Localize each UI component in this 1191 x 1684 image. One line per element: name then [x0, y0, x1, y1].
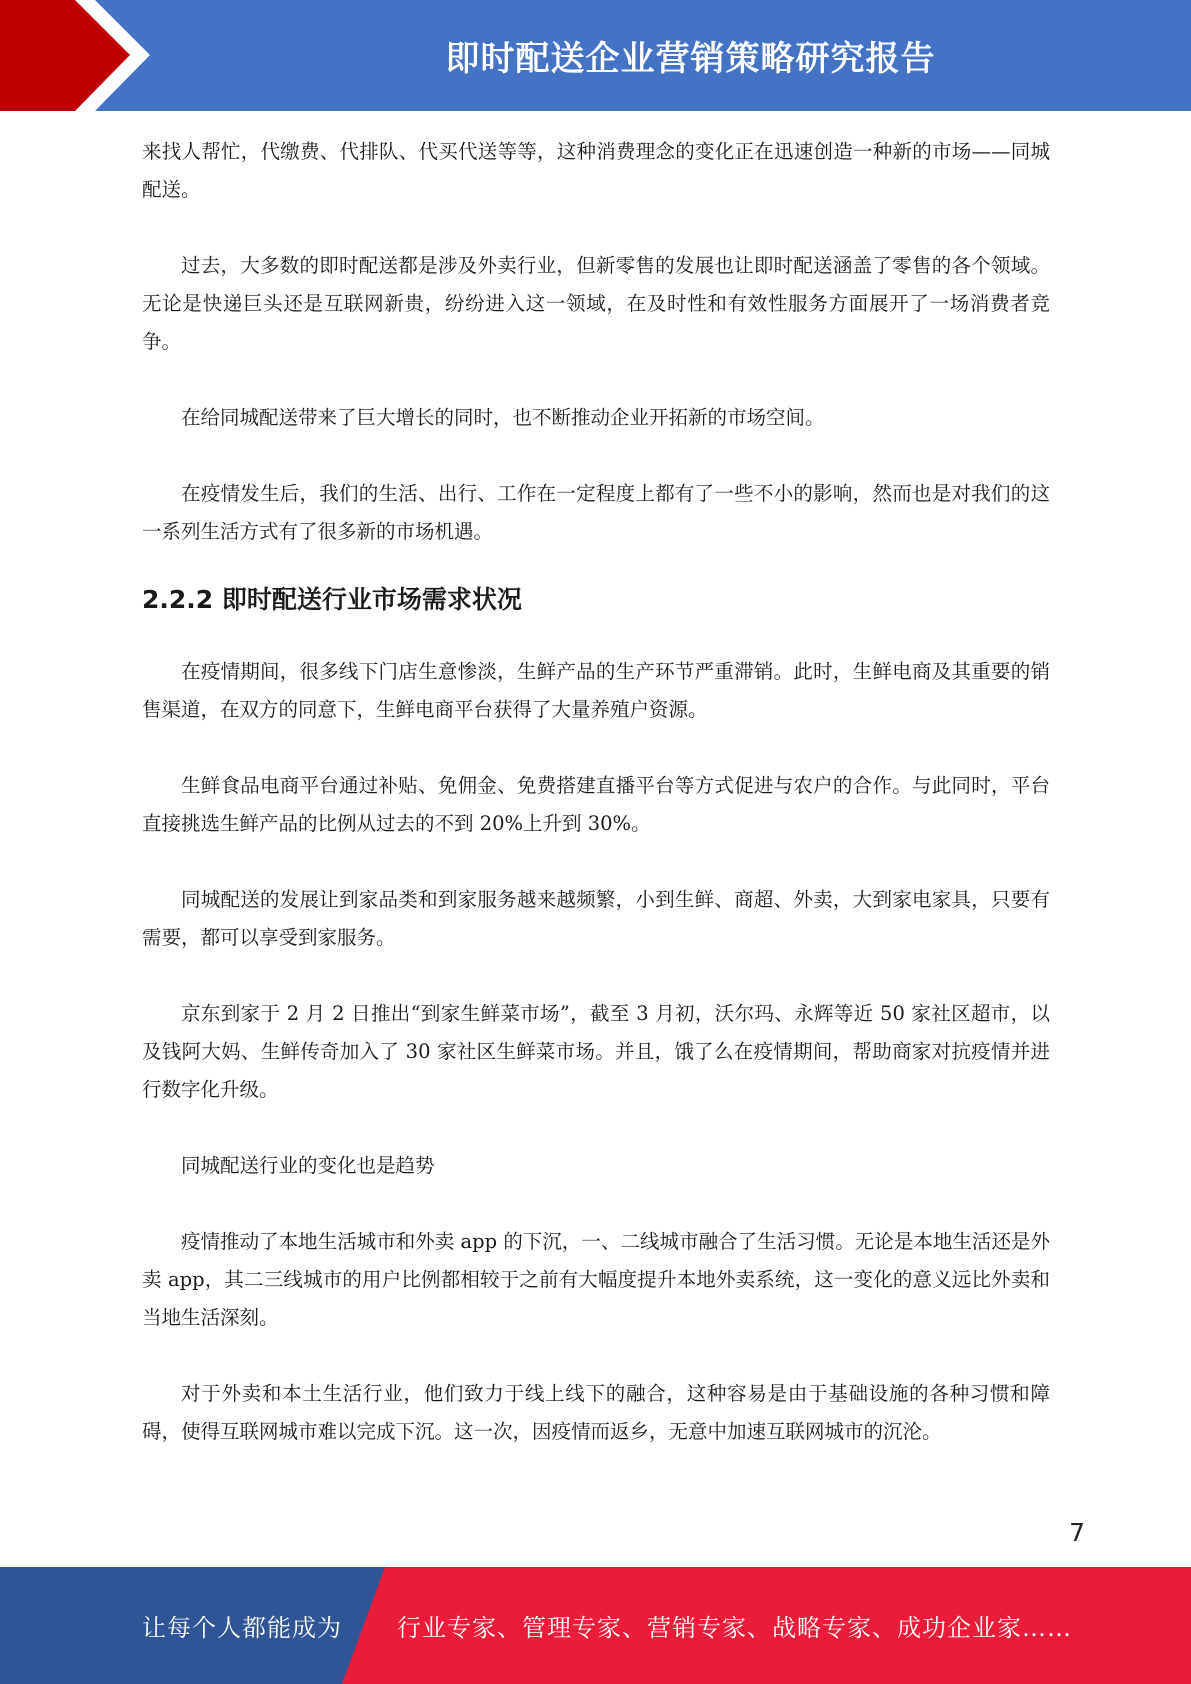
paragraph: 过去，大多数的即时配送都是涉及外卖行业，但新零售的发展也让即时配送涵盖了零售的各个领域。无论是快递巨头还是互联网新贵，纷纷进入这一领域，在及时性和有效性服务方面展开了一场消费者竞争。: [142, 254, 1050, 353]
paragraph: 同城配送的发展让到家品类和到家服务越来越频繁，小到生鲜、商超、外卖，大到家电家具，只要有需要，都可以享受到家服务。: [142, 888, 1050, 949]
paragraph: 疫情推动了本地生活城市和外卖 app 的下沉，一、二线城市融合了生活习惯。无论是本地生活还是外卖 app，其二三线城市的用户比例都相较于之前有大幅度提升本地外卖系统，这一变化的意义远比外卖和当地生活深刻。: [142, 1230, 1050, 1329]
page-header: [0, 0, 1191, 111]
paragraph: 同城配送行业的变化也是趋势: [181, 1154, 435, 1177]
page-content: [142, 133, 1050, 1451]
footer-slogan-right: 行业专家、管理专家、营销专家、战略专家、成功企业家……: [397, 1614, 1072, 1642]
page-footer: [0, 1567, 1191, 1684]
section-heading: 2.2.2 即时配送行业市场需求状况: [142, 585, 522, 614]
paragraph: 在疫情发生后，我们的生活、出行、工作在一定程度上都有了一些不小的影响，然而也是对我们的这一系列生活方式有了很多新的市场机遇。: [142, 482, 1050, 543]
header-arrow-icon: [0, 0, 160, 111]
paragraph: 京东到家于 2 月 2 日推出“到家生鲜菜市场”，截至 3 月初，沃尔玛、永辉等近 50 家社区超市，以及钱阿大妈、生鲜传奇加入了 30 家社区生鲜菜市场。并且，饿了么在疫情期间，帮助商家对抗疫情并进行数字化升级。: [142, 1002, 1050, 1101]
paragraph: 来找人帮忙，代缴费、代排队、代买代送等等，这种消费理念的变化正在迅速创造一种新的市场——同城配送。: [142, 140, 1050, 201]
footer-slogan-left: 让每个人都能成为: [142, 1614, 342, 1642]
page-number: 7: [1069, 1518, 1085, 1547]
paragraph: 在给同城配送带来了巨大增长的同时，也不断推动企业开拓新的市场空间。: [181, 406, 825, 429]
paragraph: 生鲜食品电商平台通过补贴、免佣金、免费搭建直播平台等方式促进与农户的合作。与此同时，平台直接挑选生鲜产品的比例从过去的不到 20%上升到 30%。: [142, 774, 1050, 835]
document-title: 即时配送企业营销策略研究报告: [445, 39, 936, 79]
paragraph: 在疫情期间，很多线下门店生意惨淡，生鲜产品的生产环节严重滞销。此时，生鲜电商及其重要的销售渠道，在双方的同意下，生鲜电商平台获得了大量养殖户资源。: [142, 660, 1050, 721]
paragraph: 对于外卖和本土生活行业，他们致力于线上线下的融合，这种容易是由于基础设施的各种习惯和障碍，使得互联网城市难以完成下沉。这一次，因疫情而返乡，无意中加速互联网城市的沉沦。: [142, 1382, 1050, 1443]
